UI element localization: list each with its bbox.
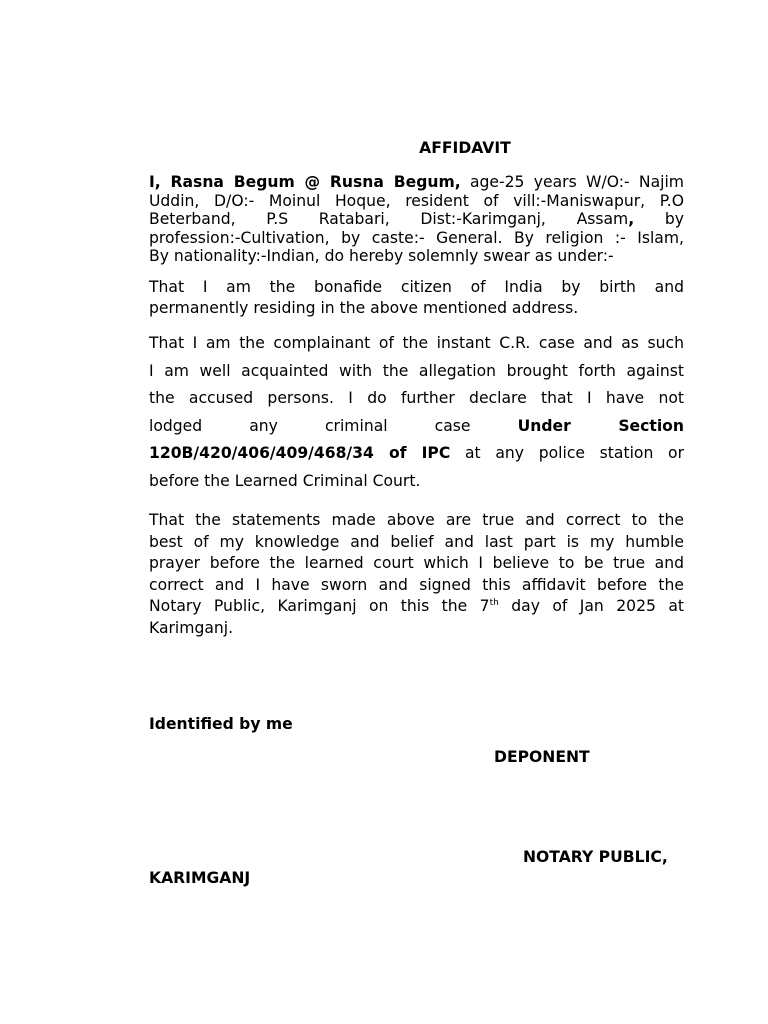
deponent-details-paragraph	[149, 173, 684, 266]
paragraph-line: profession:-Cultivation, by caste:- General. By religion :- Islam,	[149, 228, 684, 247]
paragraph-line: prayer before the learned court which I believe to be true and	[149, 554, 684, 572]
document-title: AFFIDAVIT	[419, 139, 511, 157]
identified-by-label: Identified by me	[149, 715, 293, 733]
declaration-paragraph	[149, 510, 684, 639]
paragraph-line: That I am the complainant of the instant C.R. case and as such	[149, 334, 684, 352]
paragraph-line: lodged any criminal case Under Section	[149, 416, 684, 435]
section-reference: Under Section	[517, 416, 684, 435]
paragraph-line: the accused persons. I do further declare that I have not	[149, 389, 684, 407]
notary-place-label: KARIMGANJ	[149, 869, 251, 887]
paragraph-line: best of my knowledge and belief and last part is my humble	[149, 532, 684, 551]
paragraph-line: correct and I have sworn and signed this affidavit before the	[149, 575, 684, 594]
citizenship-paragraph	[149, 277, 684, 318]
paragraph-line: Karimganj.	[149, 618, 234, 637]
paragraph-line: Beterband, P.S Ratabari, Dist:-Karimganj, Assam, by	[149, 210, 684, 229]
paragraph-line: That the statements made above are true and correct to the	[149, 511, 684, 529]
paragraph-line: I, Rasna Begum @ Rusna Begum, age-25 years W/O:- Najim	[149, 173, 684, 191]
paragraph-line: permanently residing in the above mentioned address.	[149, 298, 579, 317]
deponent-name: I, Rasna Begum @ Rusna Begum,	[149, 173, 461, 191]
deponent-label: DEPONENT	[494, 748, 590, 766]
paragraph-line: 120B/420/406/409/468/34 of IPC at any police station or	[149, 444, 684, 462]
paragraph-line: before the Learned Criminal Court.	[149, 471, 421, 490]
notary-public-label: NOTARY PUBLIC,	[523, 848, 668, 866]
paragraph-line: I am well acquainted with the allegation brought forth against	[149, 361, 684, 380]
paragraph-line: By nationality:-Indian, do hereby solemnly swear as under:-	[149, 247, 614, 266]
paragraph-line: Uddin, D/O:- Moinul Hoque, resident of vill:-Maniswapur, P.O	[149, 191, 684, 210]
paragraph-line: That I am the bonafide citizen of India by birth and	[149, 278, 684, 296]
complainant-paragraph	[149, 330, 684, 495]
ipc-sections: 120B/420/406/409/468/34 of IPC	[149, 444, 451, 462]
paragraph-line: Notary Public, Karimganj on this the 7th day of Jan 2025 at	[149, 597, 684, 615]
